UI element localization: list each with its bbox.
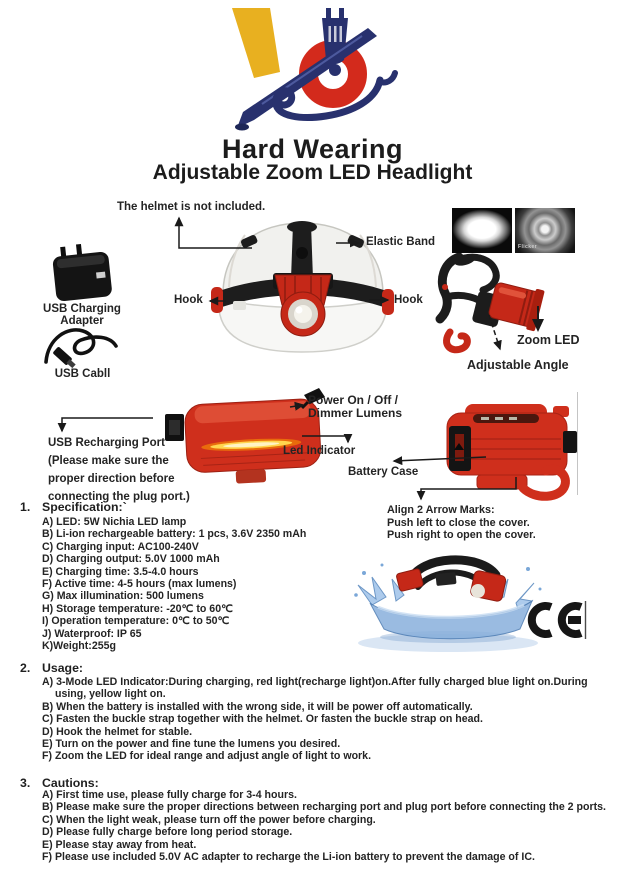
power-label: Power On / Off / Dimmer Lumens — [308, 393, 403, 420]
usb-port-label: USB Recharging Port (Please make sure the proper direction before connecting the plug port.) — [48, 437, 190, 503]
helmet-note-label: The helmet is not included. — [117, 201, 266, 213]
list-item: A) 3-Mode LED Indicator:During charging, red light(recharge light)on.After fully charged blue light on.During using, yellow light on. — [42, 676, 588, 701]
list-item: C) When the light weak, please turn off the power before charging. — [42, 813, 376, 826]
list-item: F) Please use included 5.0V AC adapter to recharge the Li-ion battery to prevent the damage of IC. — [42, 851, 535, 864]
list-item: E) Please stay away from heat. — [42, 838, 197, 851]
list-item: C) Charging input: AC100-240V — [42, 540, 199, 553]
zoom-beam-photo — [515, 208, 575, 253]
list-item: B) Please make sure the proper directions between recharging port and plug port before connecting the 2 ports. — [42, 801, 606, 814]
logo-beam-shape — [232, 8, 280, 78]
adjustable-angle-label: Adjustable Angle — [467, 358, 569, 372]
lamp-battery-illustration — [435, 395, 583, 505]
section-1-number: 1. — [20, 500, 31, 514]
brand-logo — [222, 4, 457, 136]
flicker-label: Flicker — [518, 244, 537, 250]
hook-right-label: Hook — [394, 294, 423, 306]
battery-case-label: Battery Case — [348, 466, 419, 478]
ce-mark — [523, 600, 587, 640]
list-item: K)Weight:255g — [42, 640, 116, 653]
page-title: Hard Wearing — [221, 134, 404, 164]
align-marks-label: Align 2 Arrow Marks: Push left to close the cover. Push right to open the cover. — [387, 504, 536, 541]
section-2-number: 2. — [20, 661, 31, 675]
usb-cable-illustration — [38, 322, 123, 370]
list-item: G) Max illumination: 500 lumens — [42, 590, 204, 603]
usb-adapter-caption: USB Charging Adapter — [43, 303, 121, 327]
list-item: H) Storage temperature: -20℃ to 60℃ — [42, 602, 233, 615]
section-3-heading: Cautions: — [42, 776, 99, 790]
list-item: A) First time use, please fully charge for 3-4 hours. — [42, 789, 297, 801]
list-item: A) LED: 5W Nichia LED lamp — [42, 516, 187, 528]
arrow-usb-port — [62, 418, 153, 431]
section-1-items — [42, 516, 352, 652]
flood-beam-photo — [452, 208, 512, 253]
led-indicator-label: Led Indicator — [283, 445, 356, 457]
usb-adapter-illustration — [45, 243, 120, 303]
list-item: D) Please fully charge before long period storage. — [42, 826, 293, 839]
hook-left-label: Hook — [174, 294, 203, 306]
section-1-heading: Specification:` — [42, 500, 127, 514]
list-item: F) Zoom the LED for ideal range and adjust angle of light to work. — [42, 750, 372, 763]
section-3-number: 3. — [20, 776, 31, 790]
zoom-led-label: Zoom LED — [517, 333, 580, 347]
list-item: E) Turn on the power and fine tune the lumens you desired. — [42, 738, 341, 751]
section-2-heading: Usage: — [42, 661, 84, 675]
page-subtitle: Adjustable Zoom LED Headlight — [152, 161, 473, 184]
list-item: D) Charging output: 5.0V 1000 mAh — [42, 553, 220, 566]
section-3-items — [42, 789, 614, 863]
usb-cable-caption: USB Cabll — [54, 368, 111, 380]
list-item: E) Charging time: 3.5-4.0 hours — [42, 565, 199, 578]
list-item: B) Li-ion rechargeable battery: 1 pcs, 3.6V 2350 mAh — [42, 528, 307, 541]
list-item: I) Operation temperature: 0℃ to 50℃ — [42, 615, 230, 628]
list-item: B) When the battery is installed with the wrong side, it will be power off automatically. — [42, 700, 473, 713]
elastic-band-label: Elastic Band — [366, 236, 436, 248]
list-item: D) Hook the helmet for stable. — [42, 725, 193, 738]
list-item: F) Active time: 4-5 hours (max lumens) — [42, 578, 237, 591]
list-item: J) Waterproof: IP 65 — [42, 627, 142, 640]
list-item: C) Fasten the buckle strap together with the helmet. Or fasten the buckle strap on head. — [42, 713, 483, 726]
section-2-items — [42, 676, 614, 763]
